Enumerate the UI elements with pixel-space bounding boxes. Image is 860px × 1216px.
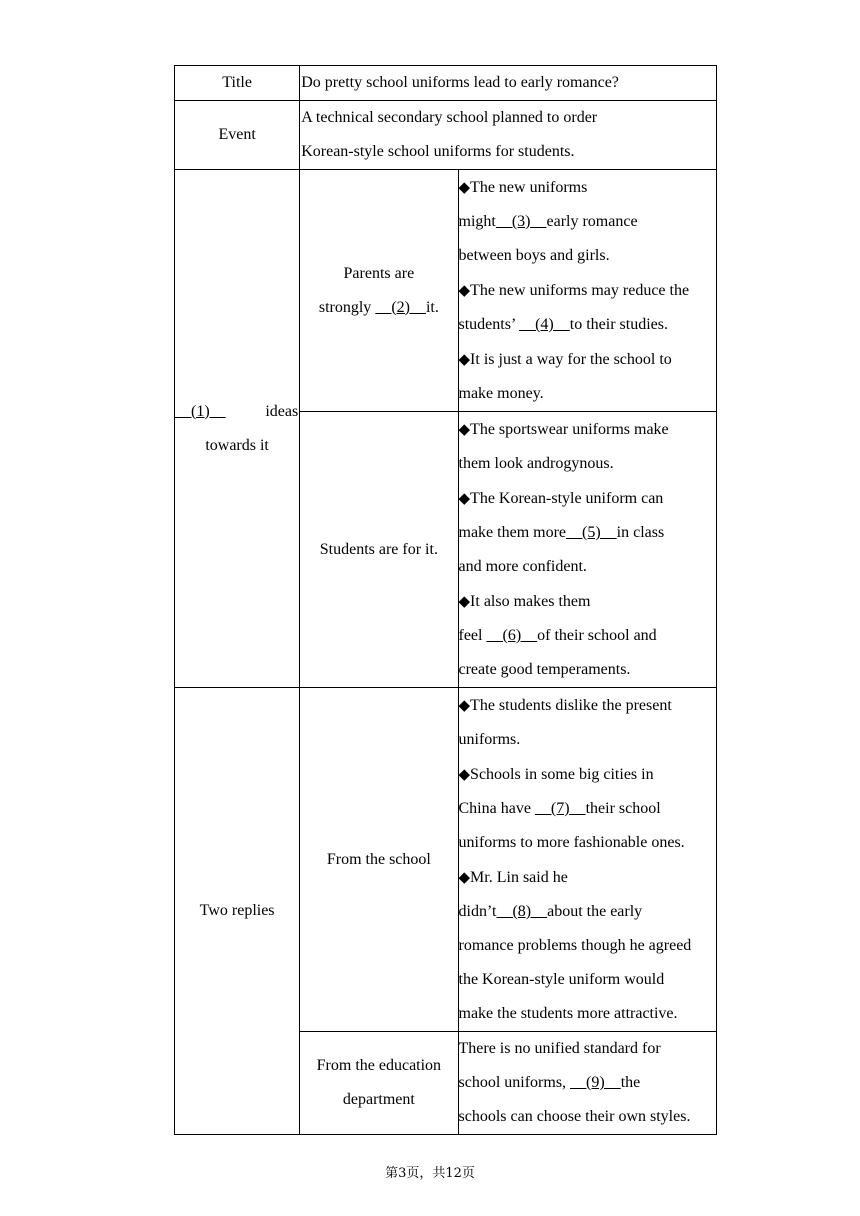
parents-point-1: ◆The new uniforms bbox=[458, 178, 588, 196]
replies-cell bbox=[175, 688, 300, 1135]
title-row bbox=[175, 66, 717, 101]
blank-4[interactable]: (4) bbox=[519, 316, 570, 333]
blank-8[interactable]: (8) bbox=[496, 903, 548, 920]
school-point-1-line-2: uniforms. bbox=[458, 731, 521, 748]
diamond-bullet-icon: ◆ bbox=[458, 178, 471, 196]
parents-points-cell bbox=[458, 170, 717, 412]
students-label: Students are for it. bbox=[319, 540, 438, 558]
education-text-cell bbox=[458, 1032, 717, 1135]
diamond-bullet-icon: ◆ bbox=[458, 350, 471, 368]
school-point-1: ◆The students dislike the present bbox=[458, 696, 672, 714]
students-points-cell bbox=[458, 412, 717, 688]
outline-table bbox=[174, 65, 717, 1135]
ideas-cell bbox=[175, 170, 300, 688]
students-point-2-line-3: and more confident. bbox=[458, 558, 587, 575]
event-label-cell bbox=[175, 101, 300, 170]
school-label: From the school bbox=[326, 850, 431, 868]
replies-label: Two replies bbox=[199, 902, 275, 919]
students-point-2: ◆The Korean-style uniform can bbox=[458, 489, 664, 507]
school-point-2-line-2: China have (7) their school bbox=[458, 800, 661, 817]
diamond-bullet-icon: ◆ bbox=[458, 592, 471, 610]
event-line-1: A technical secondary school planned to order bbox=[301, 109, 598, 126]
diamond-bullet-icon: ◆ bbox=[458, 868, 471, 886]
students-point-3: ◆It also makes them bbox=[458, 592, 591, 610]
event-row bbox=[175, 101, 717, 170]
parents-label-line-1: Parents are bbox=[343, 264, 415, 282]
blank-1[interactable]: (1) bbox=[175, 402, 226, 420]
education-label-cell bbox=[300, 1032, 458, 1135]
parents-label-cell bbox=[300, 170, 458, 412]
school-label-cell bbox=[300, 688, 458, 1032]
title-label-cell bbox=[175, 66, 300, 101]
school-point-3: ◆Mr. Lin said he bbox=[458, 868, 568, 886]
blank-6[interactable]: (6) bbox=[486, 627, 538, 644]
parents-point-2: ◆The new uniforms may reduce the bbox=[458, 281, 690, 299]
students-point-3-line-3: create good temperaments. bbox=[458, 661, 631, 678]
parents-point-2-line-2: students’ (4) to their studies. bbox=[458, 316, 668, 333]
diamond-bullet-icon: ◆ bbox=[458, 420, 471, 438]
ideas-line-1 bbox=[175, 395, 299, 429]
event-value-cell bbox=[300, 101, 717, 170]
blank-5[interactable]: (5) bbox=[566, 524, 617, 541]
title-value: Do pretty school uniforms lead to early romance? bbox=[301, 74, 619, 91]
students-point-3-line-2: feel (6) of their school and bbox=[458, 627, 657, 644]
students-label-cell bbox=[300, 412, 458, 688]
ideas-line-2: towards it bbox=[205, 436, 269, 454]
school-points-cell bbox=[458, 688, 717, 1032]
title-value-cell bbox=[300, 66, 717, 101]
school-point-3-line-2: didn’t (8) about the early bbox=[458, 903, 643, 920]
diamond-bullet-icon: ◆ bbox=[458, 281, 471, 299]
event-line-2: Korean-style school uniforms for students. bbox=[301, 143, 575, 160]
school-row bbox=[175, 688, 717, 1032]
blank-7[interactable]: (7) bbox=[534, 800, 586, 817]
diamond-bullet-icon: ◆ bbox=[458, 696, 471, 714]
students-point-1-line-2: them look androgynous. bbox=[458, 455, 614, 472]
school-point-3-line-3: romance problems though he agreed bbox=[458, 937, 692, 954]
school-point-2-line-3: uniforms to more fashionable ones. bbox=[458, 834, 685, 851]
parents-point-1-line-3: between boys and girls. bbox=[458, 247, 610, 264]
students-point-1: ◆The sportswear uniforms make bbox=[458, 420, 669, 438]
parents-prefix: strongly bbox=[318, 298, 376, 316]
school-point-3-line-5: make the students more attractive. bbox=[458, 1005, 678, 1022]
parents-label-line-2 bbox=[300, 291, 457, 325]
parents-point-1-line-2: might (3) early romance bbox=[458, 213, 638, 230]
education-line-1: There is no unified standard for bbox=[458, 1040, 661, 1057]
title-label: Title bbox=[222, 74, 252, 91]
diamond-bullet-icon: ◆ bbox=[458, 489, 471, 507]
parents-point-3-line-2: make money. bbox=[458, 385, 544, 402]
page-footer: 第3页，共12页 bbox=[385, 1166, 475, 1181]
event-label: Event bbox=[218, 126, 256, 143]
school-point-2: ◆Schools in some big cities in bbox=[458, 765, 654, 783]
blank-3[interactable]: (3) bbox=[495, 213, 547, 230]
students-point-2-line-2: make them more (5) in class bbox=[458, 524, 665, 541]
ideas-word: ideas bbox=[265, 402, 299, 420]
education-label-line-2: department bbox=[342, 1091, 415, 1108]
diamond-bullet-icon: ◆ bbox=[458, 765, 471, 783]
education-line-3: schools can choose their own styles. bbox=[458, 1108, 691, 1125]
education-line-2: school uniforms, (9) the bbox=[458, 1074, 641, 1091]
parents-suffix: it. bbox=[425, 298, 439, 316]
parents-row bbox=[175, 170, 717, 412]
education-label-line-1: From the education bbox=[316, 1057, 442, 1074]
blank-2[interactable]: (2) bbox=[375, 298, 426, 316]
blank-9[interactable]: (9) bbox=[570, 1074, 621, 1091]
parents-point-3: ◆It is just a way for the school to bbox=[458, 350, 672, 368]
school-point-3-line-4: the Korean-style uniform would bbox=[458, 971, 665, 988]
